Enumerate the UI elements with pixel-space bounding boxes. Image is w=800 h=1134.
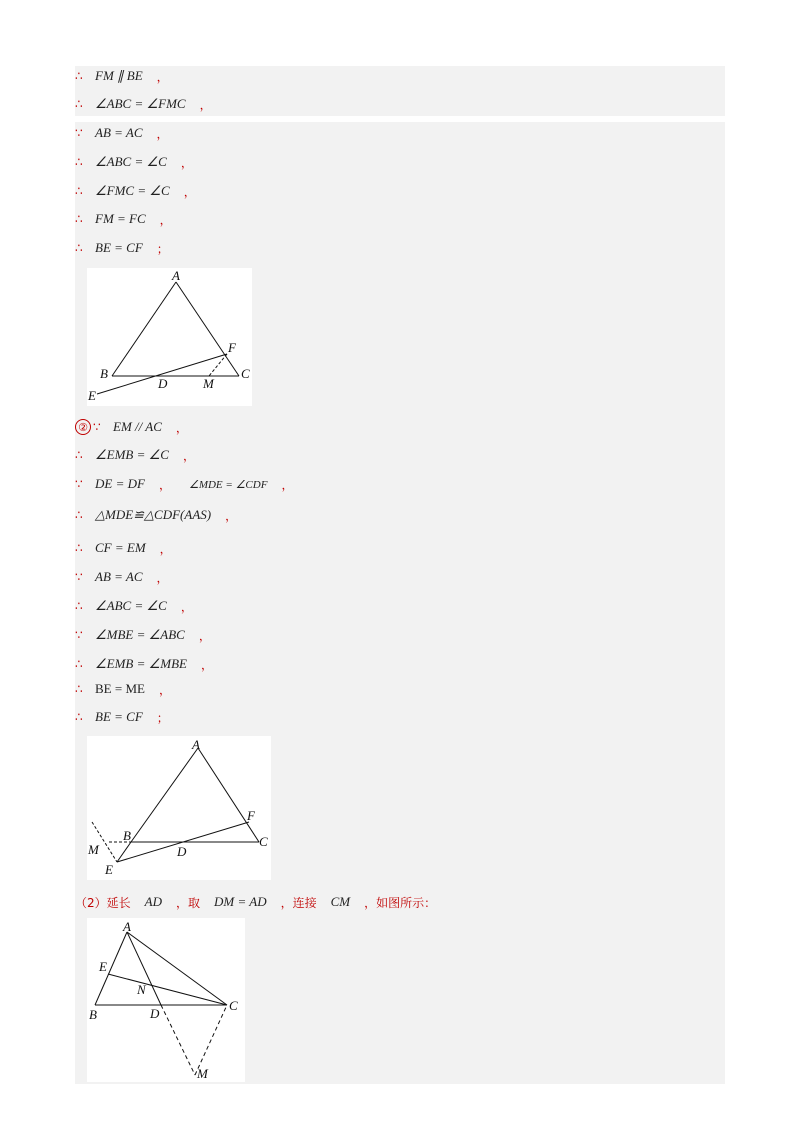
label-b: B: [123, 828, 131, 843]
label-f: F: [247, 808, 255, 823]
label-d: D: [177, 844, 187, 859]
proof-line: ∴ FM = FC ，: [75, 211, 172, 227]
label-c: C: [241, 366, 250, 381]
label-m: M: [197, 1066, 208, 1081]
proof-line: ∴ ∠EMB = ∠MBE ，: [75, 656, 214, 672]
proof-line: ∴ ∠FMC = ∠C ，: [75, 183, 196, 199]
proof-line: ∴ △MDE≌△CDF(AAS) ，: [75, 507, 238, 523]
label-a: A: [123, 919, 131, 934]
label-a: A: [192, 737, 200, 752]
label-b: B: [100, 366, 108, 381]
proof-line: ∵ AB = AC ，: [75, 569, 169, 585]
circled-number-2: ②: [75, 419, 91, 435]
label-f: F: [228, 340, 236, 355]
proof-line: ∴ ∠ABC = ∠FMC ，: [75, 96, 212, 112]
proof-line: ∴ ∠ABC = ∠C ，: [75, 598, 193, 614]
label-c: C: [229, 998, 238, 1013]
label-e: E: [105, 862, 113, 877]
proof-line: ∴ CF = EM ，: [75, 540, 172, 556]
proof-line: ② ∵ EM // AC ，: [75, 415, 188, 439]
figure-3: [87, 918, 245, 1082]
proof-line: ∵ DE = DF ， ∠MDE = ∠CDF ，: [75, 476, 294, 492]
proof-line: ∴ FM ∥ BE ，: [75, 68, 169, 84]
label-e: E: [99, 959, 107, 974]
proof-line: ∵ AB = AC ，: [75, 125, 169, 141]
figure-1: [87, 268, 252, 406]
label-m: M: [88, 842, 99, 857]
label-a: A: [172, 268, 180, 283]
figure-2: [87, 736, 271, 880]
label-n: N: [137, 982, 146, 997]
label-c: C: [259, 834, 268, 849]
proof-line: ∴ BE = CF ；: [75, 240, 169, 256]
part-2-line: （2）延长 AD ，取 DM = AD ，连接 CM ，如图所示：: [75, 894, 437, 910]
label-m: M: [203, 376, 214, 391]
label-b: B: [89, 1007, 97, 1022]
proof-line: ∴ BE = CF ；: [75, 709, 169, 725]
label-e: E: [88, 388, 96, 403]
proof-line: ∴ BE = ME ，: [75, 681, 171, 697]
proof-line: ∴ ∠ABC = ∠C ，: [75, 154, 193, 170]
label-d: D: [150, 1006, 160, 1021]
label-d: D: [158, 376, 168, 391]
proof-line: ∴ ∠EMB = ∠C ，: [75, 447, 195, 463]
proof-line: ∵ ∠MBE = ∠ABC ，: [75, 627, 211, 643]
